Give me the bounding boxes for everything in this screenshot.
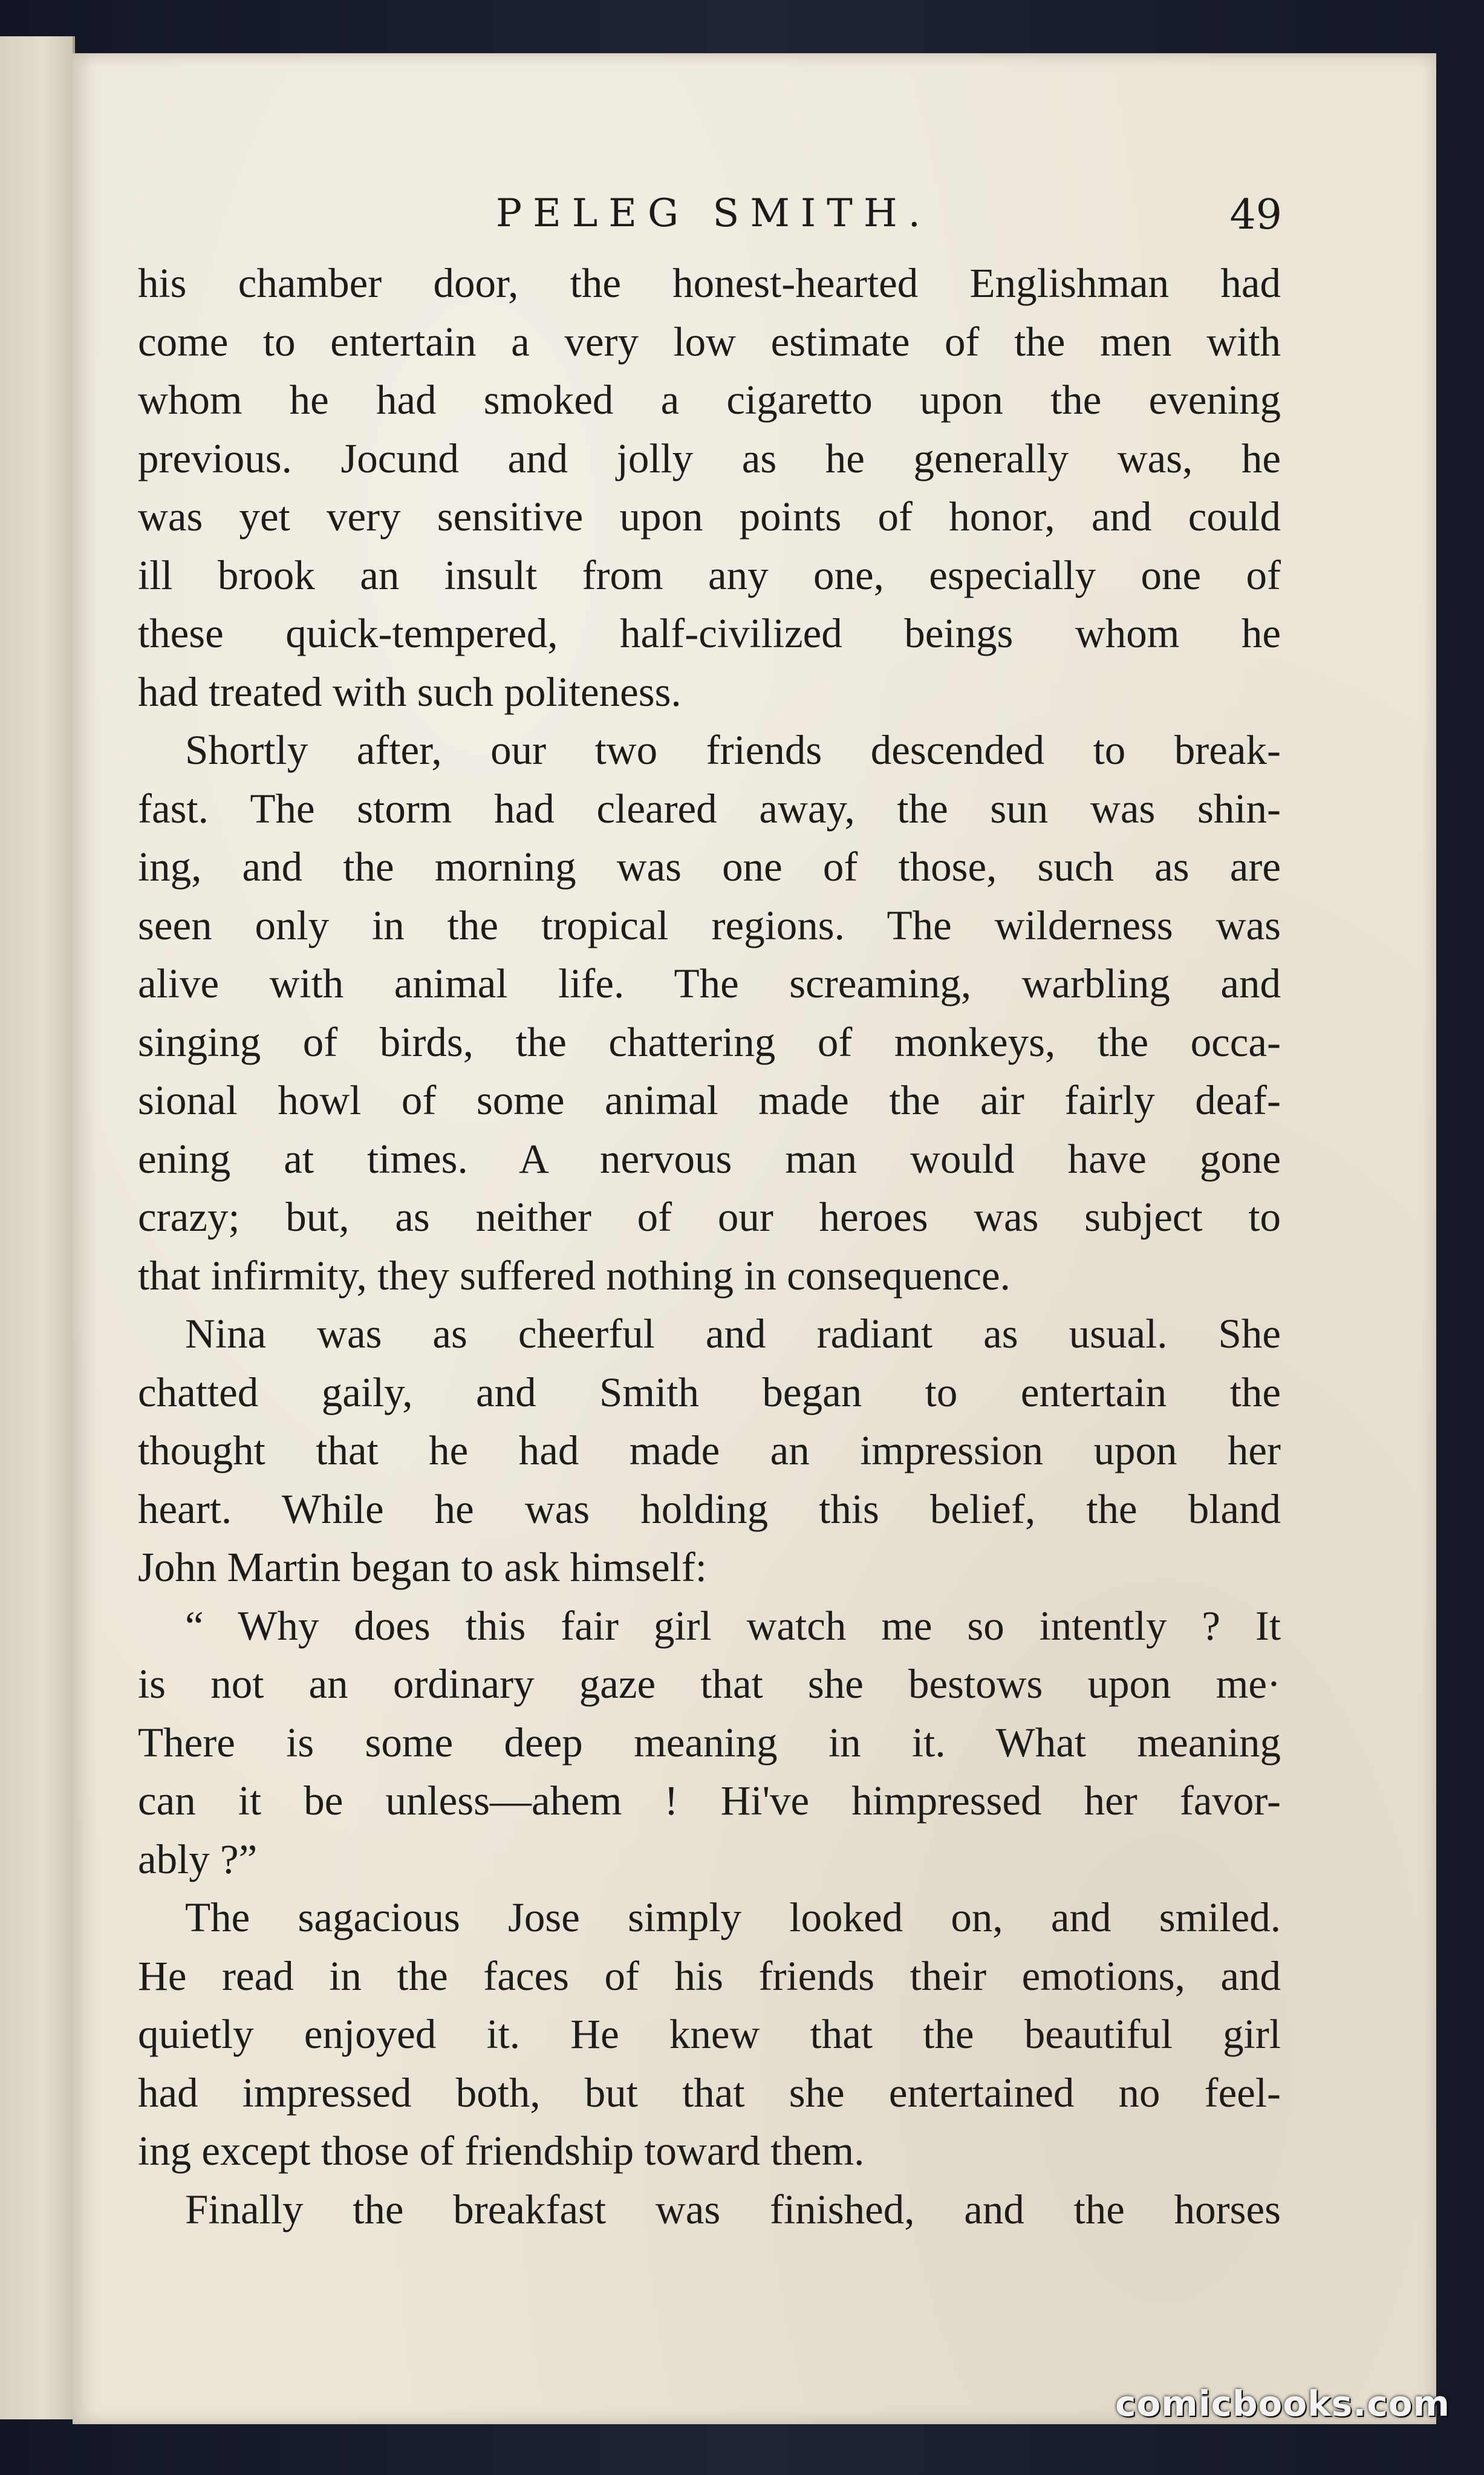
text-line: these quick-tempered, half-civilized beings whom he <box>138 610 1281 656</box>
text-line: fast. The storm had cleared away, the sun was shin- <box>138 785 1281 832</box>
text-line: thought that he had made an impression upon her <box>138 1427 1281 1473</box>
page-number: 49 <box>1229 191 1282 239</box>
text-line: had impressed both, but that she entertained no feel- <box>138 2069 1281 2116</box>
text-line: heart. While he was holding this belief, the bland <box>138 1485 1281 1532</box>
text-line: is not an ordinary gaze that she bestows upon me· <box>138 1661 1281 1707</box>
text-line: singing of birds, the chattering of monkeys, the occa- <box>138 1019 1281 1065</box>
text-line: ill brook an insult from any one, especially one of <box>138 552 1281 598</box>
text-line: ing, and the morning was one of those, such as are <box>138 844 1281 890</box>
text-line: Finally the breakfast was finished, and the horses <box>185 2186 1281 2232</box>
text-line: previous. Jocund and jolly as he generally was, he <box>138 435 1281 481</box>
text-line: There is some deep meaning in it. What meaning <box>138 1719 1281 1766</box>
text-line: He read in the faces of his friends their emotions, and <box>138 1952 1281 1999</box>
text-line: sional howl of some animal made the air fairly deaf- <box>138 1077 1281 1123</box>
text-line: Nina was as cheerful and radiant as usual. She <box>185 1311 1281 1357</box>
text-line: ably ?” <box>138 1836 258 1882</box>
text-line: Shortly after, our two friends descended to break- <box>185 727 1281 773</box>
text-line: was yet very sensitive upon points of honor, and could <box>138 494 1281 540</box>
text-line: had treated with such politeness. <box>138 668 682 715</box>
text-line: come to entertain a very low estimate of the men with <box>138 318 1281 365</box>
watermark: comicbooks.com <box>1115 2383 1450 2424</box>
text-line: ing except those of friendship toward them. <box>138 2128 865 2174</box>
text-line: The sagacious Jose simply looked on, and smiled. <box>185 1894 1281 1940</box>
text-line: chatted gaily, and Smith began to entertain the <box>138 1369 1281 1415</box>
text-line: “ Why does this fair girl watch me so intently ? It <box>185 1602 1281 1649</box>
text-line: ening at times. A nervous man would have gone <box>138 1135 1281 1182</box>
running-head: PELEG SMITH. <box>496 191 931 236</box>
text-line: alive with animal life. The screaming, warbling and <box>138 960 1281 1006</box>
text-line: can it be unless—ahem ! Hi've himpressed her favor- <box>138 1778 1281 1824</box>
text-line: seen only in the tropical regions. The wilderness was <box>138 902 1281 948</box>
page-header <box>496 191 1282 246</box>
text-line: John Martin began to ask himself: <box>138 1544 707 1590</box>
text-line: his chamber door, the honest-hearted Englishman had <box>138 260 1281 306</box>
text-line: whom he had smoked a cigaretto upon the evening <box>138 377 1281 423</box>
text-line: that infirmity, they suffered nothing in consequence. <box>138 1252 1010 1299</box>
text-line: crazy; but, as neither of our heroes was subject to <box>138 1194 1281 1240</box>
text-line: quietly enjoyed it. He knew that the beautiful girl <box>138 2011 1281 2057</box>
facing-page-edge <box>0 36 75 2419</box>
body-text <box>138 254 1281 2239</box>
